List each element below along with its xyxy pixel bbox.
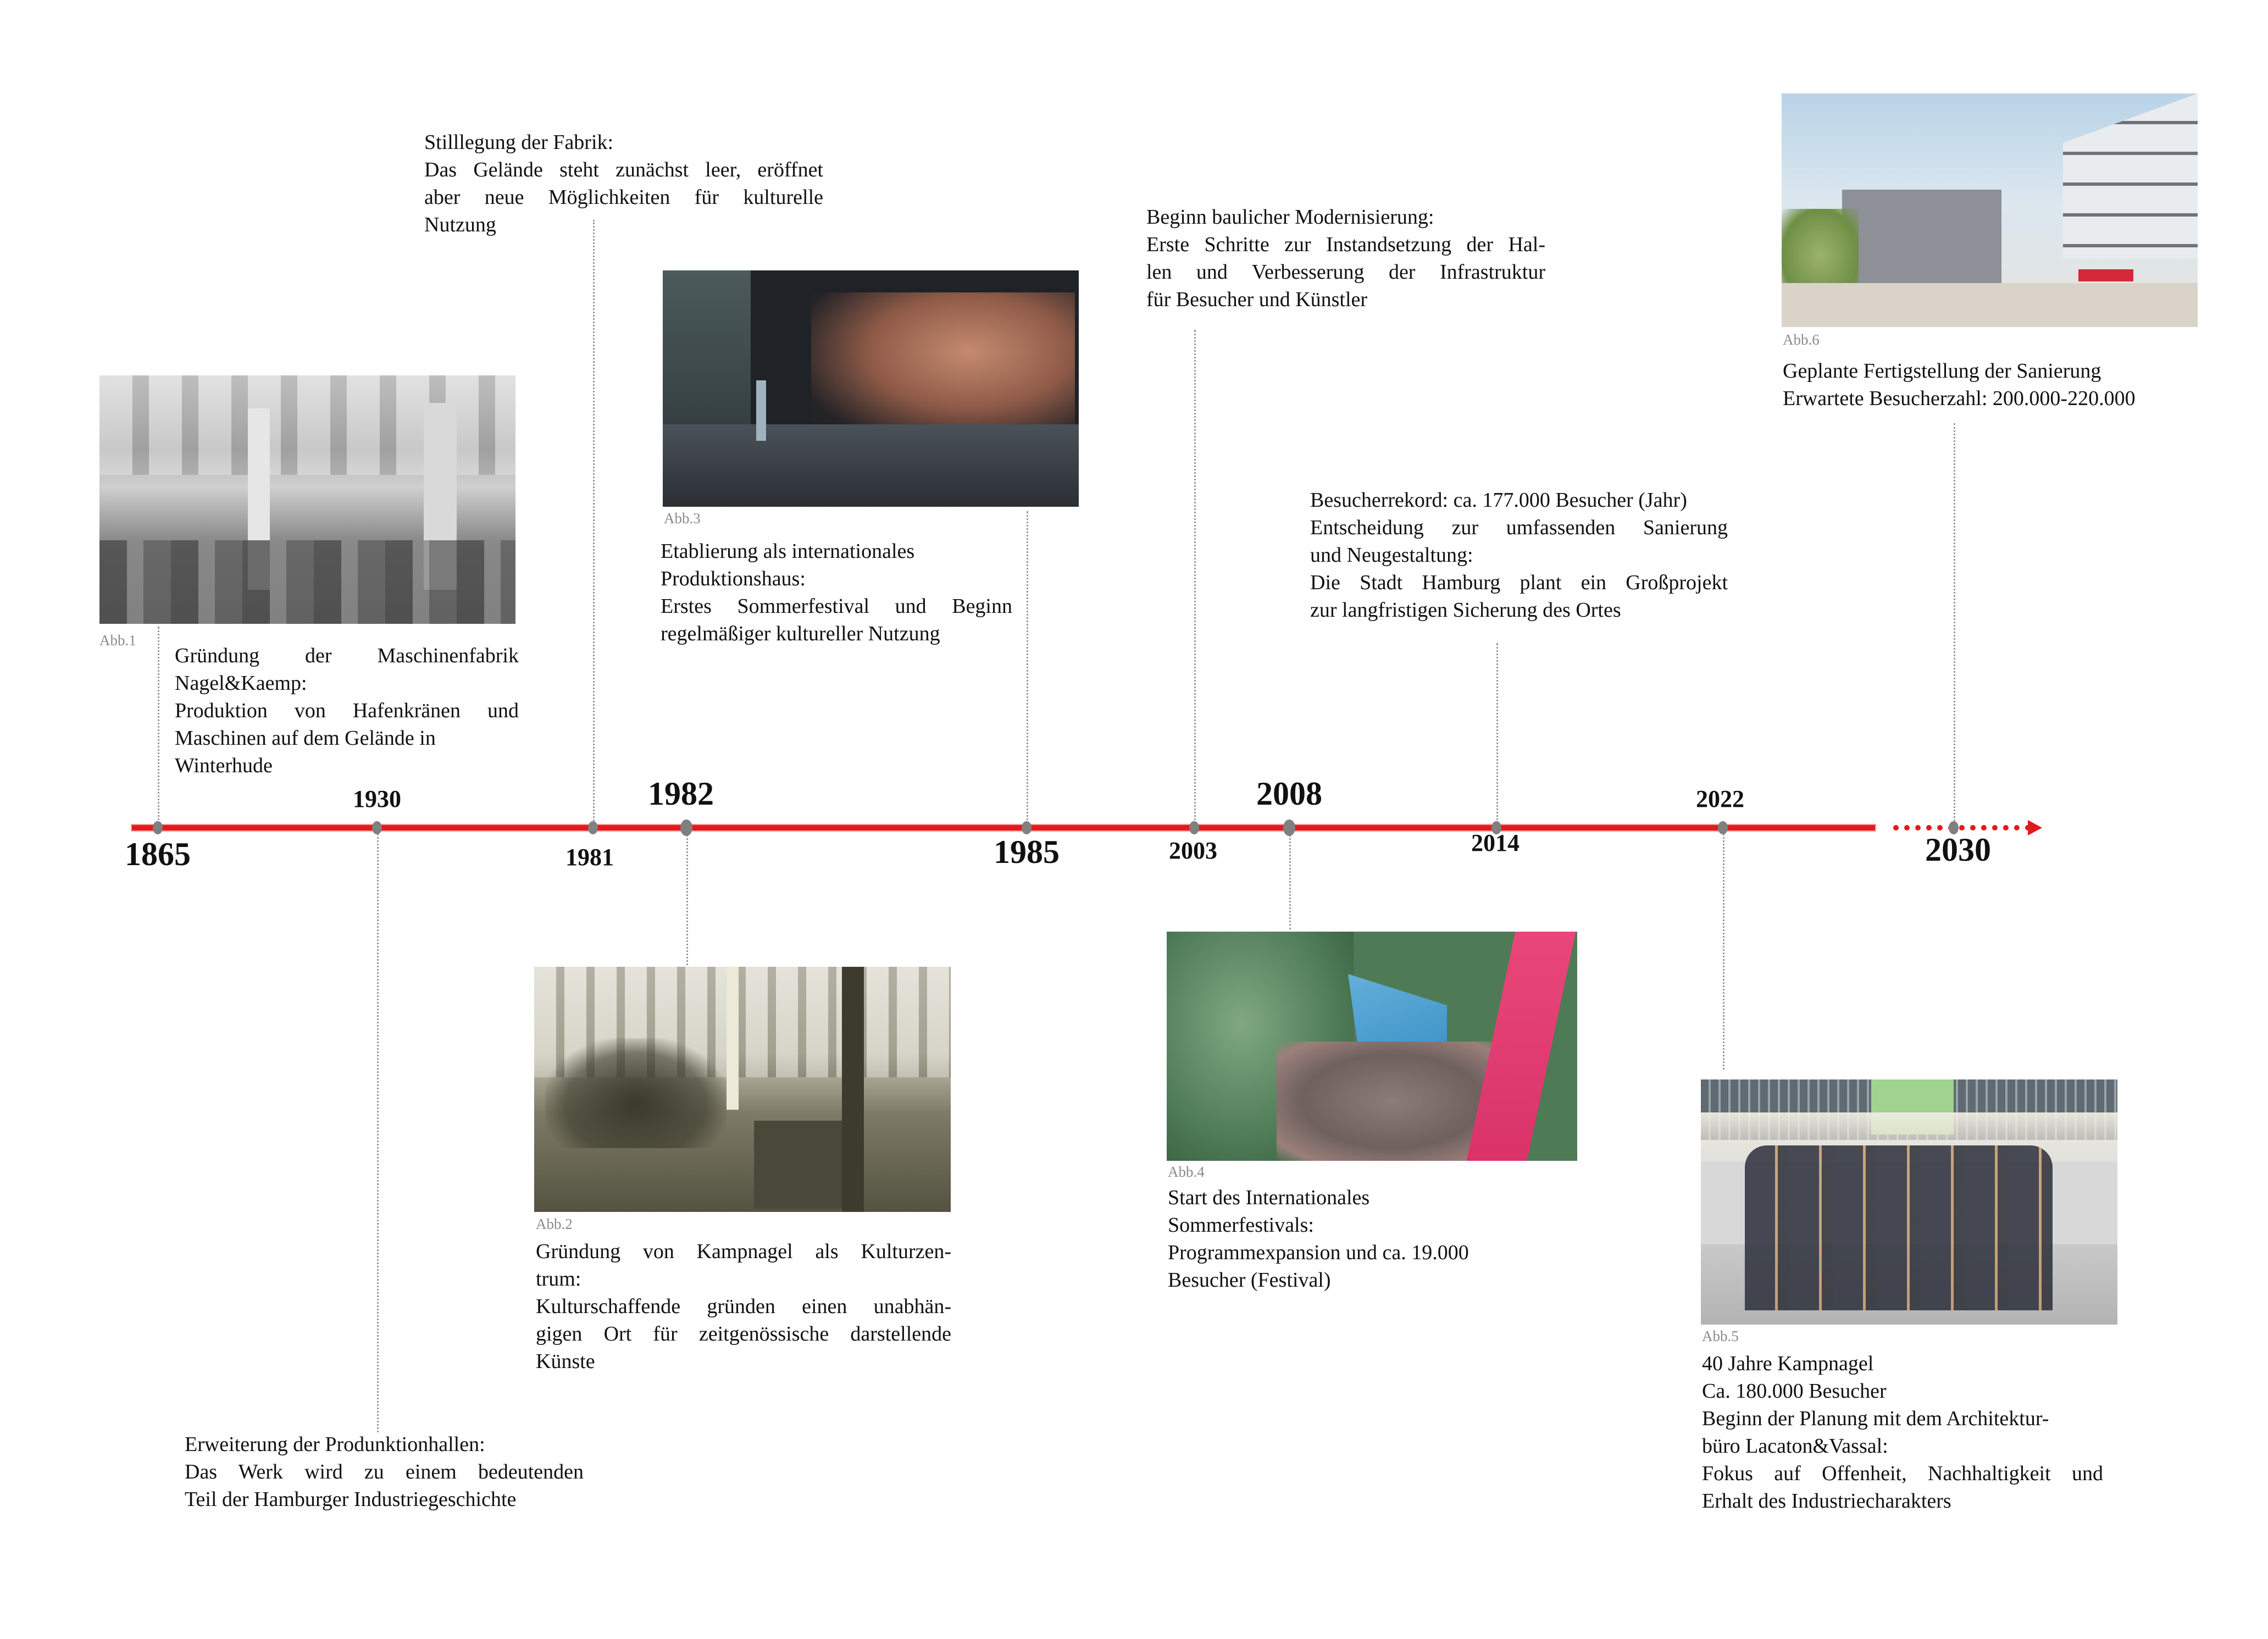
photo-abb2-people-in-hall	[534, 967, 951, 1212]
text-line: Erstes Sommerfestival und Beginn	[661, 595, 1012, 618]
year-label-2008: 2008	[1256, 776, 1322, 812]
year-label-1930: 1930	[353, 785, 401, 812]
connector-2003	[1194, 330, 1196, 828]
text-line: Produktionshaus:	[661, 567, 806, 590]
caption-abb6: Abb.6	[1783, 331, 1820, 348]
text-line: Beginn der Planung mit dem Architektur-	[1702, 1407, 2049, 1430]
text-line: Das Werk wird zu einem bedeutenden	[185, 1460, 584, 1483]
timeline-dot-2022	[1718, 821, 1728, 834]
photo-abb6-renovated-campus	[1782, 93, 2198, 327]
text-line: Gründung der Maschinenfabrik	[175, 644, 519, 667]
text-line: Winterhude	[175, 754, 273, 777]
photo-abb4-festival-crowd	[1167, 932, 1577, 1161]
text-line: Erhalt des Industriecharakters	[1702, 1490, 1951, 1513]
photo-abb1-factory-hall	[99, 375, 515, 624]
text-line: Sommerfestivals:	[1168, 1214, 1314, 1237]
text-line: trum:	[536, 1267, 581, 1291]
text-line: Start des Internationales	[1168, 1186, 1370, 1209]
text-line: büro Lacaton&Vassal:	[1702, 1435, 1888, 1458]
text-line: zur langfristigen Sicherung des Ortes	[1310, 599, 1621, 622]
timeline-dot-2003	[1189, 821, 1199, 834]
text-line: regelmäßiger kultureller Nutzung	[661, 622, 940, 645]
timeline-dot-2008	[1283, 819, 1295, 836]
text-line: Künste	[536, 1350, 595, 1373]
text-line: Die Stadt Hamburg plant ein Großprojekt	[1310, 571, 1728, 594]
connector-1865	[158, 627, 159, 828]
text-line: und Neugestaltung:	[1310, 544, 1473, 567]
timeline-dot-1982	[680, 819, 692, 836]
text-line: Stilllegung der Fabrik:	[424, 131, 614, 154]
photo-abb5-group-photo	[1701, 1079, 2117, 1325]
event-text-1981	[424, 129, 823, 239]
connector-2014	[1496, 643, 1498, 828]
text-line: Erweiterung der Produnktionhallen:	[185, 1433, 485, 1456]
caption-abb5: Abb.5	[1702, 1328, 1739, 1344]
text-line: Programmexpansion und ca. 19.000	[1168, 1241, 1469, 1264]
text-line: gigen Ort für zeitgenössische darstellende	[536, 1322, 951, 1345]
year-label-2003: 2003	[1169, 837, 1217, 864]
text-line: Teil der Hamburger Industriegeschichte	[185, 1488, 517, 1511]
timeline-dot-1981	[588, 821, 598, 834]
event-text-2008	[1168, 1184, 1520, 1294]
timeline-dot-1985	[1022, 821, 1032, 834]
text-line: aber neue Möglichkeiten für kulturelle	[424, 186, 823, 209]
connector-1981	[593, 220, 595, 828]
connector-2022	[1723, 828, 1724, 1070]
text-line: für Besucher und Künstler	[1146, 288, 1368, 311]
text-line: Maschinen auf dem Gelände in	[175, 727, 436, 750]
text-line: Nutzung	[424, 213, 496, 236]
text-line: Erwartete Besucherzahl: 200.000-220.000	[1783, 387, 2136, 410]
event-text-1930	[185, 1431, 584, 1513]
event-text-2030	[1783, 357, 2211, 412]
text-line: Gründung von Kampnagel als Kulturzen-	[536, 1240, 951, 1263]
text-line: Etablierung als internationales	[661, 540, 915, 563]
text-line: Nagel&Kaemp:	[175, 672, 307, 695]
timeline-future-dotted	[1893, 825, 2031, 830]
connector-1982	[686, 828, 688, 965]
text-line: Ca. 180.000 Besucher	[1702, 1380, 1887, 1403]
year-label-2022: 2022	[1696, 785, 1744, 812]
event-text-1985	[661, 538, 1012, 647]
event-text-1865	[175, 642, 519, 779]
text-line: Erste Schritte zur Instandsetzung der Hal-	[1146, 233, 1545, 256]
caption-abb1: Abb.1	[99, 632, 136, 649]
right-arrow-icon	[2028, 820, 2042, 835]
year-label-1982: 1982	[648, 776, 714, 812]
caption-abb4: Abb.4	[1168, 1164, 1205, 1180]
connector-1930	[377, 828, 379, 1432]
photo-abb3-theatre-audience	[663, 270, 1079, 507]
year-label-2030: 2030	[1925, 832, 1991, 868]
text-line: Entscheidung zur umfassenden Sanierung	[1310, 516, 1728, 539]
text-line: Geplante Fertigstellung der Sanierung	[1783, 359, 2101, 383]
event-text-2014	[1310, 486, 1728, 624]
text-line: Das Gelände steht zunächst leer, eröffnet	[424, 158, 823, 181]
caption-abb3: Abb.3	[664, 510, 701, 527]
connector-2030	[1954, 423, 1955, 828]
connector-1985	[1027, 511, 1028, 828]
year-label-2014: 2014	[1471, 829, 1520, 856]
text-line: Produktion von Hafenkränen und	[175, 699, 519, 722]
text-line: len und Verbesserung der Infrastruktur	[1146, 261, 1545, 284]
event-text-2022	[1702, 1350, 2103, 1515]
event-text-1982	[536, 1238, 951, 1375]
timeline-dot-1930	[372, 821, 382, 834]
year-label-1981: 1981	[565, 844, 614, 871]
year-label-1985: 1985	[994, 834, 1060, 870]
timeline-axis	[132, 825, 1875, 830]
event-text-2003	[1146, 203, 1545, 313]
text-line: Kulturschaffende gründen einen unabhän-	[536, 1295, 951, 1318]
year-label-1865: 1865	[125, 836, 191, 872]
text-line: Fokus auf Offenheit, Nachhaltigkeit und	[1702, 1462, 2103, 1485]
caption-abb2: Abb.2	[536, 1216, 573, 1232]
timeline-dot-1865	[153, 821, 163, 834]
text-line: Besucher (Festival)	[1168, 1269, 1331, 1292]
text-line: Besucherrekord: ca. 177.000 Besucher (Jahr)	[1310, 489, 1687, 512]
connector-2008	[1289, 828, 1291, 929]
text-line: Beginn baulicher Modernisierung:	[1146, 206, 1434, 229]
text-line: 40 Jahre Kampnagel	[1702, 1352, 1874, 1375]
